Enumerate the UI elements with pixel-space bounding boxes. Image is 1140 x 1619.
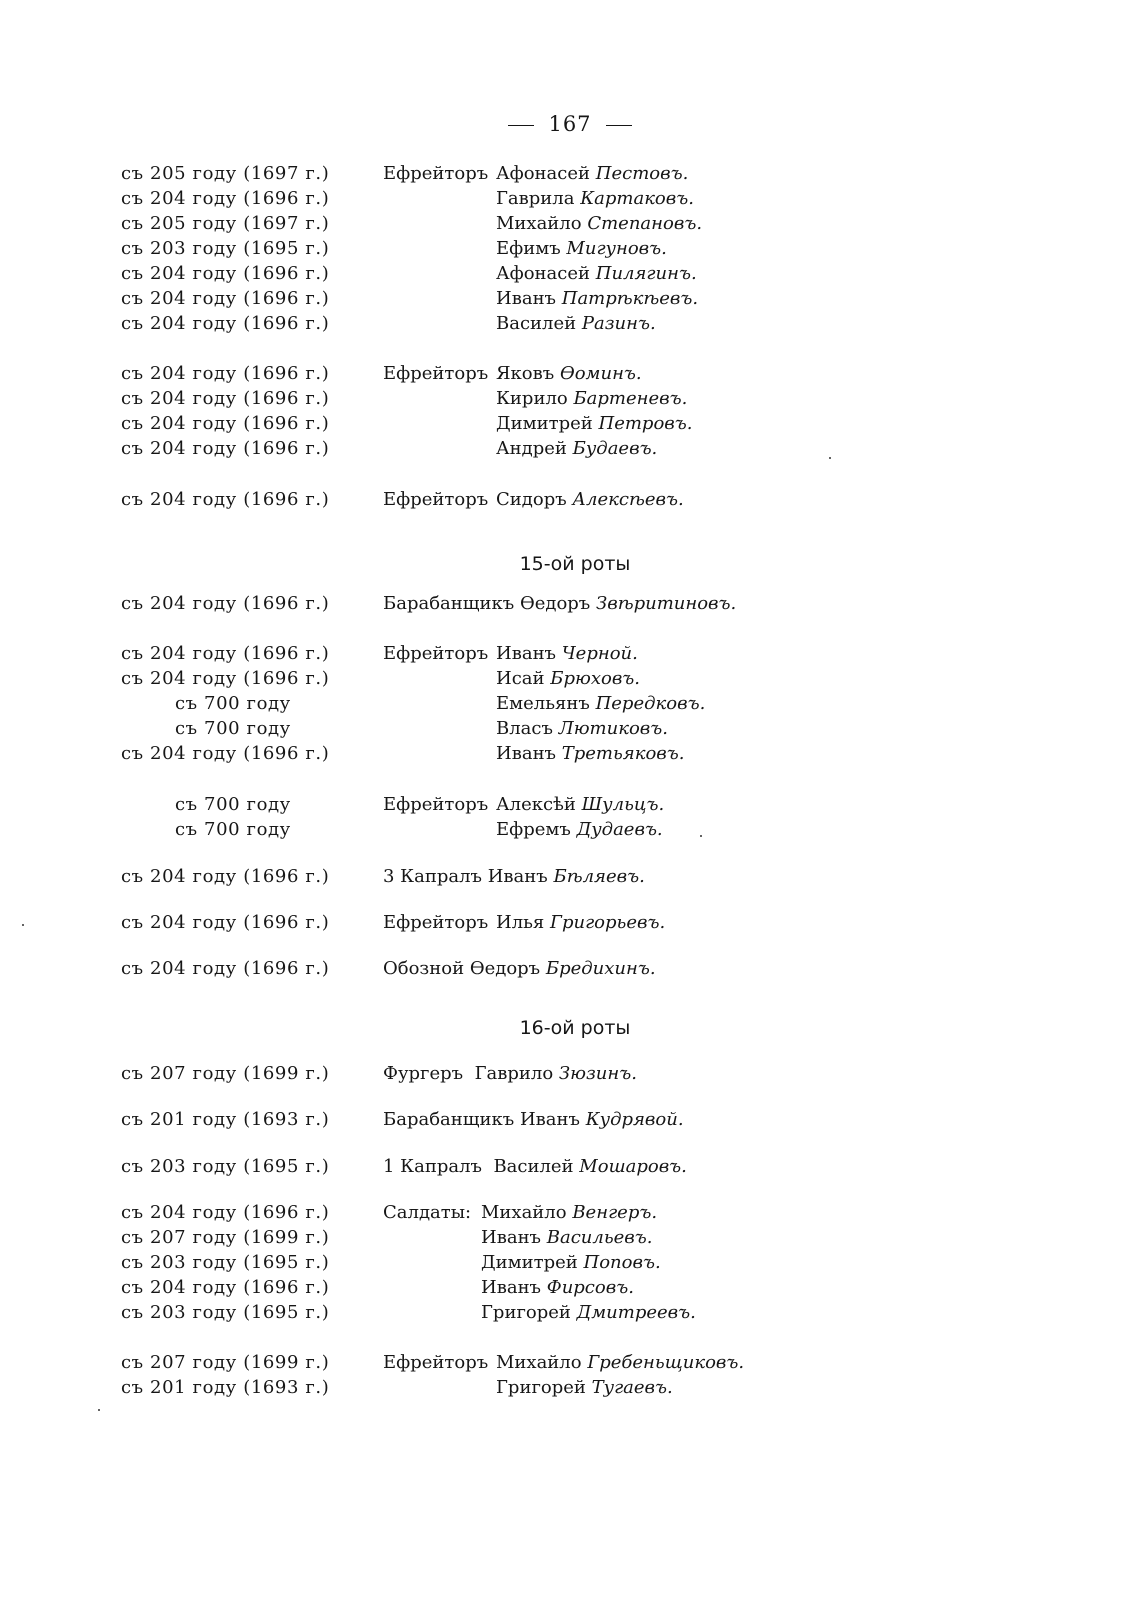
roster-row: [0, 437, 1140, 461]
service-date: съ 203 году (1695 г.): [121, 1156, 330, 1177]
service-date: съ 204 году (1696 г.): [121, 263, 330, 284]
surname: Пестовъ.: [595, 163, 689, 184]
person-name: Иванъ Васильевъ.: [481, 1227, 653, 1248]
surname: Бредихинъ.: [545, 958, 656, 979]
person-name: Иванъ Третьяковъ.: [496, 743, 685, 764]
surname: Третьяковъ.: [561, 743, 685, 764]
scan-speck: [829, 457, 831, 459]
service-date: съ 204 году (1696 г.): [121, 363, 330, 384]
rank: Ефрейторъ: [383, 794, 489, 815]
rank: Салдаты:: [383, 1202, 472, 1223]
surname: Васильевъ.: [546, 1227, 653, 1248]
person-name: Ефремъ Дудаевъ.: [496, 819, 663, 840]
surname: Патрѣкѣевъ.: [561, 288, 699, 309]
page-number: 167: [0, 112, 1140, 136]
surname: Степановъ.: [587, 213, 703, 234]
roster-row: [0, 1351, 1140, 1375]
rank: Ефрейторъ: [383, 1352, 489, 1373]
roster-row: [0, 818, 1140, 842]
roster-row: [0, 667, 1140, 691]
surname: Тугаевъ.: [591, 1377, 673, 1398]
service-date: съ 204 году (1696 г.): [121, 958, 330, 979]
roster-row: [0, 1251, 1140, 1275]
service-date: съ 203 году (1695 г.): [121, 1302, 330, 1323]
surname: Ѳоминъ.: [559, 363, 642, 384]
rank: Фургеръ Гаврило Зюзинъ.: [383, 1063, 637, 1084]
roster-row: [0, 865, 1140, 889]
person-name: Иванъ Черной.: [496, 643, 638, 664]
rank: Барабанщикъ Ѳедоръ Звѣритиновъ.: [383, 593, 737, 614]
person-name: Василей Разинъ.: [496, 313, 656, 334]
person-name: Афонасей Пилягинъ.: [496, 263, 697, 284]
surname: Передковъ.: [595, 693, 706, 714]
service-date: съ 700 году: [175, 794, 291, 815]
rank: Ефрейторъ: [383, 912, 489, 933]
roster-row: [0, 287, 1140, 311]
service-date: съ 204 году (1696 г.): [121, 743, 330, 764]
surname: Бѣляевъ.: [553, 866, 645, 887]
roster-row: [0, 1201, 1140, 1225]
roster-row: [0, 312, 1140, 336]
person-name: Кирило Бартеневъ.: [496, 388, 688, 409]
section-heading-16: 16-ой роты: [519, 1017, 631, 1039]
person-name: Ефимъ Мигуновъ.: [496, 238, 667, 259]
surname: Зюзинъ.: [558, 1063, 637, 1084]
service-date: съ 205 году (1697 г.): [121, 163, 330, 184]
service-date: съ 700 году: [175, 819, 291, 840]
roster-row: [0, 742, 1140, 766]
roster-row: [0, 1276, 1140, 1300]
service-date: съ 207 году (1699 г.): [121, 1063, 330, 1084]
rank: Ефрейторъ: [383, 163, 489, 184]
service-date: съ 201 году (1693 г.): [121, 1377, 330, 1398]
roster-row: [0, 692, 1140, 716]
roster-row: [0, 237, 1140, 261]
person-name: Димитрей Поповъ.: [481, 1252, 661, 1273]
page-number-dash-left: [508, 125, 534, 126]
surname: Брюховъ.: [550, 668, 641, 689]
surname: Дмитреевъ.: [576, 1302, 696, 1323]
service-date: съ 204 году (1696 г.): [121, 388, 330, 409]
roster-row: [0, 187, 1140, 211]
person-name: Димитрей Петровъ.: [496, 413, 693, 434]
rank: 3 Капралъ Иванъ Бѣляевъ.: [383, 866, 645, 887]
service-date: съ 204 году (1696 г.): [121, 593, 330, 614]
service-date: съ 207 году (1699 г.): [121, 1352, 330, 1373]
person-name: Исай Брюховъ.: [496, 668, 641, 689]
roster-row: [0, 262, 1140, 286]
scan-speck: [22, 924, 24, 926]
surname: Мошаровъ.: [579, 1156, 687, 1177]
roster-row: [0, 1376, 1140, 1400]
person-name: Михайло Степановъ.: [496, 213, 703, 234]
roster-row: [0, 717, 1140, 741]
person-name: Михайло Гребеньщиковъ.: [496, 1352, 745, 1373]
roster-row: [0, 387, 1140, 411]
service-date: съ 204 году (1696 г.): [121, 1202, 330, 1223]
roster-row: [0, 1301, 1140, 1325]
roster-row: [0, 1226, 1140, 1250]
surname: Звѣритиновъ.: [596, 593, 737, 614]
service-date: съ 700 году: [175, 693, 291, 714]
roster-row: [0, 957, 1140, 981]
roster-row: [0, 362, 1140, 386]
person-name: Илья Григорьевъ.: [496, 912, 666, 933]
rank: Обозной Ѳедоръ Бредихинъ.: [383, 958, 656, 979]
person-name: Иванъ Патрѣкѣевъ.: [496, 288, 699, 309]
service-date: съ 204 году (1696 г.): [121, 912, 330, 933]
person-name: Алексѣй Шульцъ.: [496, 794, 665, 815]
service-date: съ 205 году (1697 г.): [121, 213, 330, 234]
person-name: Григорей Дмитреевъ.: [481, 1302, 696, 1323]
surname: Бартеневъ.: [573, 388, 688, 409]
rank: Ефрейторъ: [383, 489, 489, 510]
surname: Фирсовъ.: [546, 1277, 634, 1298]
service-date: съ 700 году: [175, 718, 291, 739]
service-date: съ 204 году (1696 г.): [121, 866, 330, 887]
roster-row: [0, 488, 1140, 512]
rank: 1 Капралъ Василей Мошаровъ.: [383, 1156, 687, 1177]
service-date: съ 203 году (1695 г.): [121, 238, 330, 259]
service-date: съ 204 году (1696 г.): [121, 188, 330, 209]
roster-row: [0, 1062, 1140, 1086]
surname: Кудрявой.: [585, 1109, 684, 1130]
service-date: съ 203 году (1695 г.): [121, 1252, 330, 1273]
service-date: съ 204 году (1696 г.): [121, 438, 330, 459]
surname: Мигуновъ.: [566, 238, 667, 259]
surname: Дудаевъ.: [576, 819, 663, 840]
rank: Барабанщикъ Иванъ Кудрявой.: [383, 1109, 684, 1130]
roster-row: [0, 911, 1140, 935]
surname: Петровъ.: [598, 413, 693, 434]
surname: Будаевъ.: [572, 438, 658, 459]
person-name: Андрей Будаевъ.: [496, 438, 658, 459]
roster-row: [0, 793, 1140, 817]
service-date: съ 207 году (1699 г.): [121, 1227, 330, 1248]
page-number-dash-right: [606, 125, 632, 126]
service-date: съ 204 году (1696 г.): [121, 643, 330, 664]
service-date: съ 204 году (1696 г.): [121, 288, 330, 309]
scan-speck: [700, 835, 702, 837]
service-date: съ 204 году (1696 г.): [121, 489, 330, 510]
service-date: съ 204 году (1696 г.): [121, 413, 330, 434]
surname: Картаковъ.: [580, 188, 694, 209]
roster-row: [0, 592, 1140, 616]
surname: Шульцъ.: [581, 794, 665, 815]
roster-row: [0, 412, 1140, 436]
roster-row: [0, 1108, 1140, 1132]
rank: Ефрейторъ: [383, 643, 489, 664]
surname: Григорьевъ.: [550, 912, 666, 933]
surname: Пилягинъ.: [595, 263, 697, 284]
service-date: съ 204 году (1696 г.): [121, 313, 330, 334]
person-name: Сидоръ Алексѣевъ.: [496, 489, 684, 510]
person-name: Емельянъ Передковъ.: [496, 693, 706, 714]
person-name: Афонасей Пестовъ.: [496, 163, 689, 184]
service-date: съ 201 году (1693 г.): [121, 1109, 330, 1130]
roster-row: [0, 162, 1140, 186]
surname: Венгеръ.: [572, 1202, 658, 1223]
person-name: Михайло Венгеръ.: [481, 1202, 658, 1223]
person-name: Власъ Лютиковъ.: [496, 718, 668, 739]
surname: Алексѣевъ.: [572, 489, 684, 510]
roster-row: [0, 642, 1140, 666]
service-date: съ 204 году (1696 г.): [121, 1277, 330, 1298]
person-name: Григорей Тугаевъ.: [496, 1377, 673, 1398]
surname: Гребеньщиковъ.: [587, 1352, 745, 1373]
surname: Черной.: [561, 643, 638, 664]
surname: Поповъ.: [583, 1252, 661, 1273]
section-heading-15: 15-ой роты: [519, 553, 631, 575]
person-name: Иванъ Фирсовъ.: [481, 1277, 634, 1298]
service-date: съ 204 году (1696 г.): [121, 668, 330, 689]
surname: Разинъ.: [581, 313, 656, 334]
scan-speck: [98, 1409, 100, 1411]
rank: Ефрейторъ: [383, 363, 489, 384]
person-name: Гаврила Картаковъ.: [496, 188, 694, 209]
roster-row: [0, 212, 1140, 236]
surname: Лютиковъ.: [558, 718, 668, 739]
roster-row: [0, 1155, 1140, 1179]
person-name: Яковъ Ѳоминъ.: [496, 363, 642, 384]
